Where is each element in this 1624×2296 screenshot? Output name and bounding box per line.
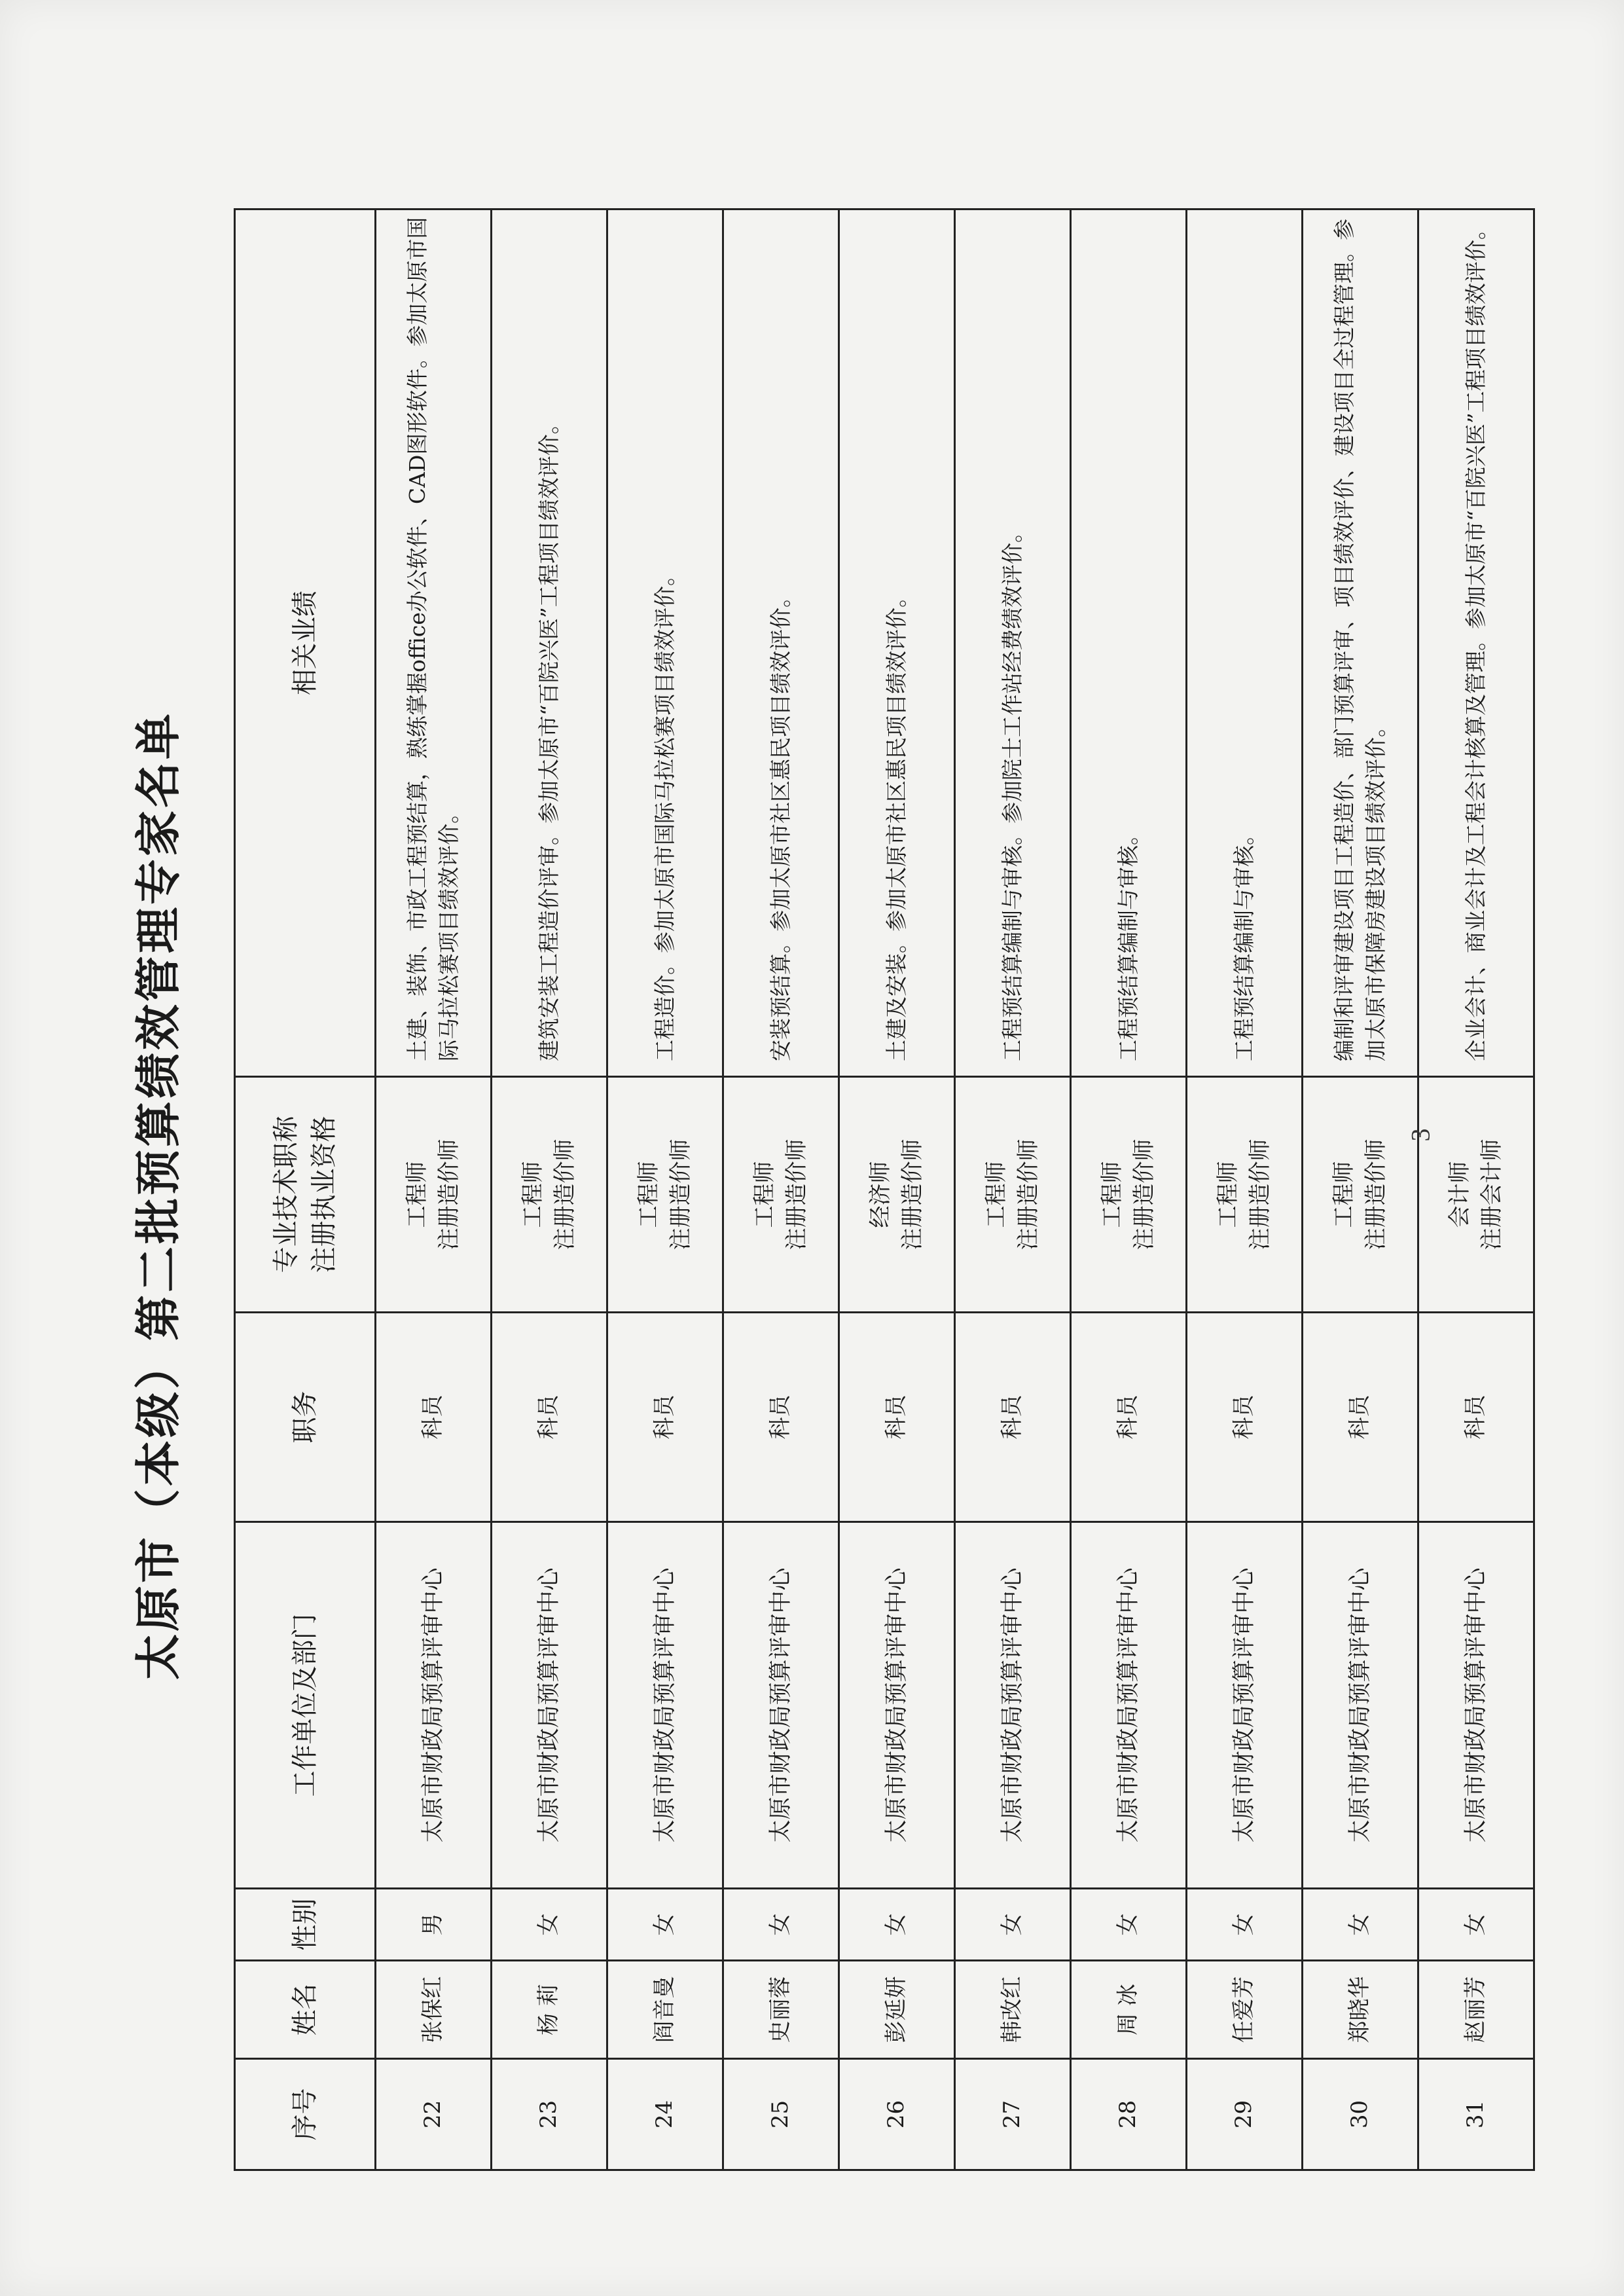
cell-name: 史丽蓉 bbox=[723, 1961, 839, 2059]
cell-unit: 太原市财政局预算评审中心 bbox=[376, 1522, 492, 1889]
qualification-line: 注册造价师 bbox=[784, 1139, 810, 1250]
cell-position: 科员 bbox=[955, 1313, 1071, 1522]
cell-position: 科员 bbox=[376, 1313, 492, 1522]
qualification-line: 注册造价师 bbox=[1131, 1139, 1157, 1250]
cell-qualification bbox=[492, 1077, 607, 1313]
cell-name: 韩改红 bbox=[955, 1961, 1071, 2059]
cell-position: 科员 bbox=[1071, 1313, 1187, 1522]
table-row bbox=[1187, 210, 1303, 2170]
cell-qualification bbox=[1303, 1077, 1418, 1313]
qualification-line: 工程师 bbox=[519, 1161, 546, 1228]
table-row bbox=[1071, 210, 1187, 2170]
header-qualification: 专业技术职称 注册执业资格 bbox=[235, 1077, 376, 1313]
cell-performance: 工程预结算编制与审核。 bbox=[1187, 210, 1303, 1077]
cell-unit: 太原市财政局预算评审中心 bbox=[492, 1522, 607, 1889]
cell-qualification bbox=[1187, 1077, 1303, 1313]
table-row bbox=[955, 210, 1071, 2170]
qualification-line: 经济师 bbox=[867, 1161, 893, 1228]
cell-position: 科员 bbox=[1303, 1313, 1418, 1522]
cell-gender: 女 bbox=[1418, 1889, 1534, 1961]
table-row bbox=[1418, 210, 1534, 2170]
cell-position: 科员 bbox=[492, 1313, 607, 1522]
cell-gender: 女 bbox=[1071, 1889, 1187, 1961]
cell-qualification bbox=[607, 1077, 723, 1313]
table-row bbox=[723, 210, 839, 2170]
qualification-line: 注册会计师 bbox=[1479, 1139, 1505, 1250]
cell-seq: 24 bbox=[607, 2059, 723, 2170]
cell-name: 杨 莉 bbox=[492, 1961, 607, 2059]
cell-unit: 太原市财政局预算评审中心 bbox=[723, 1522, 839, 1889]
header-seq: 序号 bbox=[235, 2059, 376, 2170]
cell-performance: 土建、装饰、市政工程预结算，熟练掌握office办公软件、CAD图形软件。参加太原市国际马拉松赛项目绩效评价。 bbox=[376, 210, 492, 1077]
cell-performance: 土建及安装。参加太原市社区惠民项目绩效评价。 bbox=[839, 210, 955, 1077]
cell-performance: 工程预结算编制与审核。 bbox=[1071, 210, 1187, 1077]
cell-unit: 太原市财政局预算评审中心 bbox=[839, 1522, 955, 1889]
rotated-sheet bbox=[109, 168, 1530, 2223]
cell-gender: 女 bbox=[492, 1889, 607, 1961]
cell-gender: 女 bbox=[607, 1889, 723, 1961]
qualification-line: 注册造价师 bbox=[436, 1139, 462, 1250]
cell-unit: 太原市财政局预算评审中心 bbox=[607, 1522, 723, 1889]
cell-performance: 工程预结算编制与审核。参加院士工作站经费绩效评价。 bbox=[955, 210, 1071, 1077]
table-body bbox=[376, 210, 1534, 2170]
header-name: 姓名 bbox=[235, 1961, 376, 2059]
cell-gender: 男 bbox=[376, 1889, 492, 1961]
cell-position: 科员 bbox=[723, 1313, 839, 1522]
cell-performance: 工程造价。参加太原市国际马拉松赛项目绩效评价。 bbox=[607, 210, 723, 1077]
cell-seq: 27 bbox=[955, 2059, 1071, 2170]
cell-unit: 太原市财政局预算评审中心 bbox=[1303, 1522, 1418, 1889]
header-performance: 相关业绩 bbox=[235, 210, 376, 1077]
cell-performance: 建筑安装工程造价评审。参加太原市“百院兴医”工程项目绩效评价。 bbox=[492, 210, 607, 1077]
cell-seq: 30 bbox=[1303, 2059, 1418, 2170]
cell-position: 科员 bbox=[607, 1313, 723, 1522]
cell-position: 科员 bbox=[839, 1313, 955, 1522]
header-unit: 工作单位及部门 bbox=[235, 1522, 376, 1889]
cell-performance: 编制和评审建设项目工程造价、部门预算评审、项目绩效评价、建设项目全过程管理。参加太原市保障房建设项目绩效评价。 bbox=[1303, 210, 1418, 1077]
table-row bbox=[492, 210, 607, 2170]
cell-gender: 女 bbox=[839, 1889, 955, 1961]
cell-unit: 太原市财政局预算评审中心 bbox=[1418, 1522, 1534, 1889]
cell-gender: 女 bbox=[1187, 1889, 1303, 1961]
cell-qualification bbox=[1071, 1077, 1187, 1313]
cell-seq: 25 bbox=[723, 2059, 839, 2170]
qualification-line: 注册造价师 bbox=[668, 1139, 694, 1250]
cell-qualification bbox=[1418, 1077, 1534, 1313]
header-position: 职务 bbox=[235, 1313, 376, 1522]
page-number: 3 bbox=[1405, 1128, 1435, 1142]
document-title: 太原市（本级）第二批预算绩效管理专家名单 bbox=[132, 711, 185, 1680]
qualification-line: 工程师 bbox=[1214, 1161, 1241, 1228]
cell-seq: 31 bbox=[1418, 2059, 1534, 2170]
cell-seq: 28 bbox=[1071, 2059, 1187, 2170]
table-row bbox=[376, 210, 492, 2170]
table-header-row bbox=[235, 210, 376, 2170]
cell-seq: 22 bbox=[376, 2059, 492, 2170]
cell-unit: 太原市财政局预算评审中心 bbox=[955, 1522, 1071, 1889]
cell-seq: 26 bbox=[839, 2059, 955, 2170]
cell-unit: 太原市财政局预算评审中心 bbox=[1071, 1522, 1187, 1889]
qualification-line: 会计师 bbox=[1446, 1161, 1473, 1228]
cell-position: 科员 bbox=[1187, 1313, 1303, 1522]
qualification-line: 工程师 bbox=[635, 1161, 662, 1228]
qualification-line: 注册造价师 bbox=[1015, 1139, 1041, 1250]
cell-unit: 太原市财政局预算评审中心 bbox=[1187, 1522, 1303, 1889]
cell-gender: 女 bbox=[1303, 1889, 1418, 1961]
cell-name: 阎音曼 bbox=[607, 1961, 723, 2059]
qualification-line: 工程师 bbox=[403, 1161, 430, 1228]
cell-qualification bbox=[723, 1077, 839, 1313]
cell-gender: 女 bbox=[955, 1889, 1071, 1961]
qualification-line: 注册造价师 bbox=[1247, 1139, 1273, 1250]
qualification-line: 工程师 bbox=[1330, 1161, 1357, 1228]
cell-position: 科员 bbox=[1418, 1313, 1534, 1522]
cell-name: 张保红 bbox=[376, 1961, 492, 2059]
table-row bbox=[1303, 210, 1418, 2170]
header-gender: 性别 bbox=[235, 1889, 376, 1961]
qualification-line: 注册造价师 bbox=[552, 1139, 578, 1250]
cell-name: 郑晓华 bbox=[1303, 1961, 1418, 2059]
table-row bbox=[607, 210, 723, 2170]
cell-seq: 29 bbox=[1187, 2059, 1303, 2170]
cell-qualification bbox=[376, 1077, 492, 1313]
cell-performance: 安装预结算。参加太原市社区惠民项目绩效评价。 bbox=[723, 210, 839, 1077]
cell-name: 彭延妍 bbox=[839, 1961, 955, 2059]
cell-name: 周 冰 bbox=[1071, 1961, 1187, 2059]
cell-gender: 女 bbox=[723, 1889, 839, 1961]
expert-list-table bbox=[234, 208, 1535, 2171]
qualification-line: 注册造价师 bbox=[1363, 1139, 1389, 1250]
qualification-line: 工程师 bbox=[983, 1161, 1009, 1228]
qualification-line: 工程师 bbox=[751, 1161, 778, 1228]
cell-performance: 企业会计、商业会计及工程会计核算及管理。参加太原市“百院兴医”工程项目绩效评价。 bbox=[1418, 210, 1534, 1077]
cell-qualification bbox=[839, 1077, 955, 1313]
cell-name: 赵丽芳 bbox=[1418, 1961, 1534, 2059]
cell-name: 任爱芳 bbox=[1187, 1961, 1303, 2059]
qualification-line: 注册造价师 bbox=[899, 1139, 926, 1250]
table-row bbox=[839, 210, 955, 2170]
cell-seq: 23 bbox=[492, 2059, 607, 2170]
cell-qualification bbox=[955, 1077, 1071, 1313]
qualification-line: 工程师 bbox=[1098, 1161, 1125, 1228]
